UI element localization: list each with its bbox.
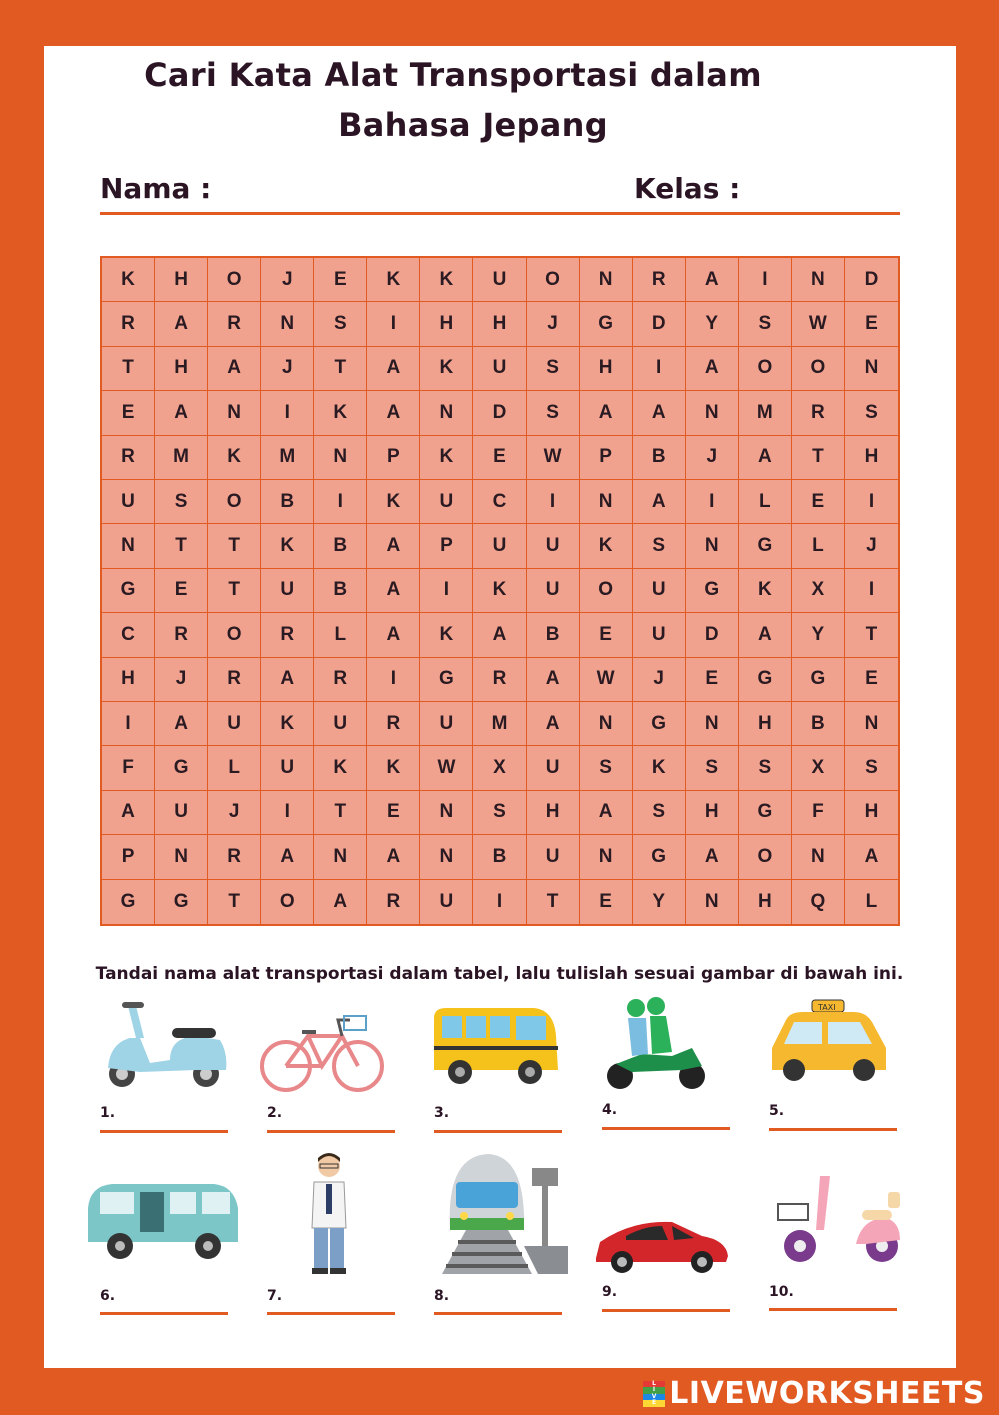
- name-label: Nama :: [100, 172, 212, 205]
- grid-cell[interactable]: A: [208, 347, 261, 391]
- answer-line-3[interactable]: [434, 1130, 562, 1133]
- grid-cell[interactable]: H: [739, 702, 792, 746]
- grid-cell[interactable]: J: [261, 347, 314, 391]
- grid-cell[interactable]: R: [102, 436, 155, 480]
- grid-cell[interactable]: H: [580, 347, 633, 391]
- grid-cell[interactable]: A: [367, 835, 420, 879]
- grid-cell[interactable]: A: [739, 436, 792, 480]
- grid-cell[interactable]: P: [367, 436, 420, 480]
- grid-cell[interactable]: J: [261, 258, 314, 302]
- grid-cell[interactable]: N: [102, 524, 155, 568]
- grid-cell[interactable]: A: [580, 791, 633, 835]
- grid-cell[interactable]: H: [420, 302, 473, 346]
- grid-cell[interactable]: G: [155, 880, 208, 924]
- grid-cell[interactable]: J: [208, 791, 261, 835]
- grid-cell[interactable]: O: [580, 569, 633, 613]
- grid-cell[interactable]: T: [102, 347, 155, 391]
- grid-cell[interactable]: K: [367, 258, 420, 302]
- grid-cell[interactable]: D: [633, 302, 686, 346]
- grid-cell[interactable]: S: [686, 746, 739, 790]
- grid-cell[interactable]: E: [845, 302, 898, 346]
- grid-cell[interactable]: R: [208, 835, 261, 879]
- grid-cell[interactable]: U: [420, 880, 473, 924]
- grid-cell[interactable]: O: [261, 880, 314, 924]
- grid-cell[interactable]: U: [473, 524, 526, 568]
- grid-cell[interactable]: N: [208, 391, 261, 435]
- brand-text: LIVEWORKSHEETS: [669, 1376, 985, 1411]
- grid-cell[interactable]: U: [473, 258, 526, 302]
- grid-cell[interactable]: N: [792, 835, 845, 879]
- pink-scooter-icon: [776, 1168, 904, 1266]
- grid-cell[interactable]: M: [261, 436, 314, 480]
- grid-cell[interactable]: N: [314, 835, 367, 879]
- item-number-3: 3.: [434, 1105, 450, 1121]
- grid-cell[interactable]: U: [633, 613, 686, 657]
- grid-cell[interactable]: L: [792, 524, 845, 568]
- grid-cell[interactable]: U: [314, 702, 367, 746]
- grid-cell[interactable]: D: [845, 258, 898, 302]
- grid-cell[interactable]: G: [633, 835, 686, 879]
- grid-cell[interactable]: S: [739, 302, 792, 346]
- grid-cell[interactable]: U: [527, 835, 580, 879]
- grid-cell[interactable]: M: [155, 436, 208, 480]
- grid-cell[interactable]: U: [420, 480, 473, 524]
- grid-cell[interactable]: E: [580, 613, 633, 657]
- answer-line-9[interactable]: [602, 1309, 730, 1312]
- car-icon: [592, 1214, 732, 1276]
- grid-cell[interactable]: P: [580, 436, 633, 480]
- grid-cell[interactable]: K: [102, 258, 155, 302]
- grid-cell[interactable]: I: [845, 569, 898, 613]
- grid-cell[interactable]: Y: [633, 880, 686, 924]
- item-number-8: 8.: [434, 1288, 450, 1304]
- grid-cell[interactable]: B: [527, 613, 580, 657]
- grid-cell[interactable]: K: [633, 746, 686, 790]
- grid-cell[interactable]: K: [580, 524, 633, 568]
- grid-cell[interactable]: I: [527, 480, 580, 524]
- grid-cell[interactable]: E: [314, 258, 367, 302]
- grid-cell[interactable]: N: [580, 480, 633, 524]
- grid-cell[interactable]: S: [527, 347, 580, 391]
- grid-cell[interactable]: H: [155, 258, 208, 302]
- grid-cell[interactable]: O: [208, 613, 261, 657]
- grid-cell[interactable]: B: [261, 480, 314, 524]
- grid-cell[interactable]: A: [739, 613, 792, 657]
- grid-cell[interactable]: N: [261, 302, 314, 346]
- grid-cell[interactable]: J: [155, 658, 208, 702]
- grid-cell[interactable]: I: [102, 702, 155, 746]
- grid-cell[interactable]: U: [527, 569, 580, 613]
- grid-cell[interactable]: T: [208, 569, 261, 613]
- grid-cell[interactable]: R: [473, 658, 526, 702]
- grid-cell[interactable]: O: [792, 347, 845, 391]
- grid-cell[interactable]: H: [473, 302, 526, 346]
- grid-cell[interactable]: N: [686, 391, 739, 435]
- grid-cell[interactable]: A: [633, 391, 686, 435]
- grid-cell[interactable]: L: [865, 890, 878, 912]
- grid-cell[interactable]: A: [367, 391, 420, 435]
- grid-cell[interactable]: J: [633, 658, 686, 702]
- svg-text:TAXI: TAXI: [818, 1003, 836, 1012]
- item-number-7: 7.: [267, 1288, 283, 1304]
- grid-cell[interactable]: A: [314, 880, 367, 924]
- grid-cell[interactable]: U: [261, 746, 314, 790]
- grid-cell[interactable]: I: [261, 791, 314, 835]
- grid-cell[interactable]: N: [314, 436, 367, 480]
- grid-cell[interactable]: K: [314, 746, 367, 790]
- grid-cell[interactable]: W: [792, 302, 845, 346]
- badge-letter: V: [643, 1394, 665, 1401]
- grid-cell[interactable]: U: [420, 702, 473, 746]
- grid-cell[interactable]: I: [739, 258, 792, 302]
- item-number-6: 6.: [100, 1288, 116, 1304]
- grid-cell[interactable]: A: [580, 391, 633, 435]
- grid-cell[interactable]: W: [420, 746, 473, 790]
- grid-cell[interactable]: O: [208, 480, 261, 524]
- grid-cell[interactable]: I: [420, 569, 473, 613]
- minivan-icon: [84, 1178, 242, 1264]
- grid-cell[interactable]: G: [155, 746, 208, 790]
- grid-cell[interactable]: R: [792, 391, 845, 435]
- grid-cell[interactable]: A: [527, 702, 580, 746]
- grid-cell[interactable]: L: [208, 746, 261, 790]
- grid-cell[interactable]: N: [580, 258, 633, 302]
- grid-cell[interactable]: I: [845, 480, 898, 524]
- motorcycle-taxi-icon: [602, 996, 712, 1092]
- grid-cell[interactable]: S: [633, 524, 686, 568]
- grid-cell[interactable]: B: [792, 702, 845, 746]
- grid-cell[interactable]: X: [792, 569, 845, 613]
- grid-cell[interactable]: T: [527, 880, 580, 924]
- grid-cell[interactable]: H: [102, 658, 155, 702]
- item-number-10: 10.: [769, 1284, 794, 1300]
- grid-cell[interactable]: R: [208, 302, 261, 346]
- grid-cell[interactable]: E: [845, 658, 898, 702]
- bicycle-icon: [258, 1010, 386, 1094]
- answer-line-6[interactable]: [100, 1312, 228, 1315]
- liveworksheets-logo: [643, 1376, 985, 1411]
- grid-cell[interactable]: R: [367, 880, 420, 924]
- brand-badge-icon: [643, 1381, 665, 1407]
- train-icon: [428, 1146, 568, 1274]
- grid-cell[interactable]: T: [314, 347, 367, 391]
- grid-cell[interactable]: A: [102, 791, 155, 835]
- grid-cell[interactable]: A: [367, 613, 420, 657]
- grid-cell[interactable]: K: [367, 746, 420, 790]
- grid-cell[interactable]: A: [367, 524, 420, 568]
- walking-person-icon: [300, 1152, 358, 1276]
- grid-cell[interactable]: T: [845, 613, 898, 657]
- grid-cell[interactable]: K: [367, 480, 420, 524]
- item-number-5: 5.: [769, 1103, 785, 1119]
- grid-cell[interactable]: W: [580, 658, 633, 702]
- grid-cell[interactable]: A: [261, 835, 314, 879]
- grid-cell[interactable]: H: [845, 436, 898, 480]
- grid-cell[interactable]: K: [420, 436, 473, 480]
- grid-cell[interactable]: A: [686, 258, 739, 302]
- grid-cell[interactable]: P: [102, 835, 155, 879]
- grid-cell[interactable]: U: [102, 480, 155, 524]
- grid-cell[interactable]: W: [527, 436, 580, 480]
- grid-cell[interactable]: H: [155, 347, 208, 391]
- grid-cell[interactable]: K: [739, 569, 792, 613]
- grid-cell[interactable]: U: [633, 569, 686, 613]
- grid-cell[interactable]: S: [155, 480, 208, 524]
- grid-cell[interactable]: E: [792, 480, 845, 524]
- grid-cell[interactable]: U: [527, 524, 580, 568]
- grid-cell[interactable]: S: [527, 391, 580, 435]
- grid-cell[interactable]: G: [739, 524, 792, 568]
- grid-cell[interactable]: U: [261, 569, 314, 613]
- grid-cell[interactable]: M: [739, 391, 792, 435]
- word-search-grid[interactable]: [100, 256, 900, 926]
- grid-cell[interactable]: I: [367, 302, 420, 346]
- grid-cell[interactable]: J: [527, 302, 580, 346]
- grid-cell[interactable]: U: [473, 347, 526, 391]
- grid-cell[interactable]: T: [314, 791, 367, 835]
- grid-cell[interactable]: N: [420, 391, 473, 435]
- grid-cell[interactable]: T: [208, 880, 261, 924]
- grid-cell[interactable]: F: [102, 746, 155, 790]
- grid-cell[interactable]: X: [792, 746, 845, 790]
- grid-cell[interactable]: R: [208, 658, 261, 702]
- grid-cell[interactable]: A: [633, 480, 686, 524]
- answer-line-5[interactable]: [769, 1128, 897, 1131]
- grid-cell[interactable]: A: [155, 302, 208, 346]
- grid-cell[interactable]: A: [845, 835, 898, 879]
- grid-cell[interactable]: I: [473, 880, 526, 924]
- grid-cell[interactable]: N: [580, 835, 633, 879]
- grid-cell[interactable]: G: [633, 702, 686, 746]
- scooter-icon: [100, 998, 232, 1090]
- grid-cell[interactable]: K: [420, 258, 473, 302]
- grid-cell[interactable]: A: [367, 347, 420, 391]
- grid-cell[interactable]: N: [686, 880, 739, 924]
- grid-cell[interactable]: S: [633, 791, 686, 835]
- grid-cell[interactable]: G: [580, 302, 633, 346]
- grid-cell[interactable]: I: [633, 347, 686, 391]
- grid-cell[interactable]: S: [314, 302, 367, 346]
- item-number-2: 2.: [267, 1105, 283, 1121]
- grid-cell[interactable]: R: [102, 302, 155, 346]
- grid-cell[interactable]: O: [739, 835, 792, 879]
- grid-cell[interactable]: E: [473, 436, 526, 480]
- grid-cell[interactable]: R: [314, 658, 367, 702]
- grid-cell[interactable]: G: [102, 569, 155, 613]
- grid-cell[interactable]: Q: [792, 880, 845, 924]
- class-label: Kelas :: [634, 172, 741, 205]
- grid-cell[interactable]: K: [261, 702, 314, 746]
- grid-cell[interactable]: H: [686, 791, 739, 835]
- grid-cell[interactable]: E: [580, 880, 633, 924]
- grid-cell[interactable]: A: [155, 702, 208, 746]
- grid-cell[interactable]: N: [686, 524, 739, 568]
- grid-cell[interactable]: G: [102, 880, 155, 924]
- grid-cell[interactable]: A: [155, 391, 208, 435]
- grid-cell[interactable]: E: [686, 658, 739, 702]
- grid-cell[interactable]: S: [580, 746, 633, 790]
- grid-cell[interactable]: G: [792, 658, 845, 702]
- grid-cell[interactable]: N: [845, 702, 898, 746]
- grid-cell[interactable]: F: [792, 791, 845, 835]
- grid-cell[interactable]: H: [527, 791, 580, 835]
- grid-cell[interactable]: I: [261, 391, 314, 435]
- grid-cell[interactable]: U: [155, 791, 208, 835]
- grid-cell[interactable]: U: [527, 746, 580, 790]
- grid-cell[interactable]: R: [633, 258, 686, 302]
- grid-cell[interactable]: S: [739, 746, 792, 790]
- grid-cell[interactable]: P: [420, 524, 473, 568]
- answer-line-4[interactable]: [602, 1127, 730, 1130]
- grid-cell[interactable]: E: [367, 791, 420, 835]
- grid-cell[interactable]: R: [155, 613, 208, 657]
- badge-letter: E: [643, 1400, 665, 1407]
- grid-cell[interactable]: B: [473, 835, 526, 879]
- item-number-4: 4.: [602, 1102, 618, 1118]
- grid-cell[interactable]: C: [473, 480, 526, 524]
- grid-cell[interactable]: S: [845, 391, 898, 435]
- grid-cell[interactable]: T: [155, 524, 208, 568]
- badge-letter: I: [643, 1387, 665, 1394]
- answer-line-10[interactable]: [769, 1308, 897, 1311]
- grid-cell[interactable]: S: [845, 746, 898, 790]
- grid-cell[interactable]: S: [473, 791, 526, 835]
- grid-cell[interactable]: A: [473, 613, 526, 657]
- grid-cell[interactable]: C: [102, 613, 155, 657]
- grid-cell[interactable]: K: [420, 613, 473, 657]
- item-number-9: 9.: [602, 1284, 618, 1300]
- grid-cell[interactable]: K: [314, 391, 367, 435]
- grid-cell[interactable]: M: [473, 702, 526, 746]
- grid-cell[interactable]: L: [739, 480, 792, 524]
- grid-cell[interactable]: K: [208, 436, 261, 480]
- answer-line-1[interactable]: [100, 1130, 228, 1133]
- grid-cell[interactable]: J: [686, 436, 739, 480]
- grid-cell[interactable]: N: [686, 702, 739, 746]
- answer-line-7[interactable]: [267, 1312, 395, 1315]
- grid-cell[interactable]: A: [261, 658, 314, 702]
- grid-cell[interactable]: B: [314, 524, 367, 568]
- grid-cell[interactable]: N: [420, 835, 473, 879]
- grid-cell[interactable]: N: [155, 835, 208, 879]
- grid-cell[interactable]: A: [686, 347, 739, 391]
- grid-cell[interactable]: X: [473, 746, 526, 790]
- grid-cell[interactable]: N: [792, 258, 845, 302]
- grid-cell[interactable]: T: [208, 524, 261, 568]
- grid-cell[interactable]: H: [739, 880, 792, 924]
- answer-line-8[interactable]: [434, 1312, 562, 1315]
- grid-cell[interactable]: K: [420, 347, 473, 391]
- grid-cell[interactable]: G: [686, 569, 739, 613]
- grid-cell[interactable]: Y: [686, 302, 739, 346]
- name-class-underline[interactable]: [100, 212, 900, 215]
- grid-cell[interactable]: I: [367, 658, 420, 702]
- grid-cell[interactable]: R: [261, 613, 314, 657]
- grid-cell[interactable]: G: [739, 658, 792, 702]
- grid-cell[interactable]: Y: [792, 613, 845, 657]
- instruction-text: Tandai nama alat transportasi dalam tabel, lalu tulislah sesuai gambar di bawah ini.: [95, 964, 904, 984]
- grid-cell[interactable]: N: [845, 347, 898, 391]
- title-line-1: Cari Kata Alat Transportasi dalam: [144, 56, 762, 94]
- grid-cell[interactable]: K: [261, 524, 314, 568]
- grid-cell[interactable]: I: [314, 480, 367, 524]
- grid-cell[interactable]: L: [314, 613, 367, 657]
- grid-cell[interactable]: O: [208, 258, 261, 302]
- grid-cell[interactable]: D: [473, 391, 526, 435]
- grid-cell[interactable]: N: [420, 791, 473, 835]
- grid-cell[interactable]: O: [527, 258, 580, 302]
- grid-cell[interactable]: D: [686, 613, 739, 657]
- grid-cell[interactable]: J: [845, 524, 898, 568]
- title-line-2: Bahasa Jepang: [338, 106, 608, 144]
- grid-cell[interactable]: H: [845, 791, 898, 835]
- grid-cell[interactable]: T: [792, 436, 845, 480]
- answer-line-2[interactable]: [267, 1130, 395, 1133]
- bus-icon: [430, 1006, 562, 1088]
- grid-cell[interactable]: U: [208, 702, 261, 746]
- grid-cell[interactable]: A: [686, 835, 739, 879]
- grid-cell[interactable]: B: [633, 436, 686, 480]
- grid-cell[interactable]: A: [527, 658, 580, 702]
- item-number-1: 1.: [100, 1105, 116, 1121]
- grid-cell[interactable]: N: [580, 702, 633, 746]
- grid-cell[interactable]: R: [367, 702, 420, 746]
- grid-cell[interactable]: A: [367, 569, 420, 613]
- grid-cell[interactable]: I: [686, 480, 739, 524]
- grid-cell[interactable]: E: [155, 569, 208, 613]
- grid-cell[interactable]: O: [739, 347, 792, 391]
- grid-cell[interactable]: E: [102, 391, 155, 435]
- badge-letter: L: [643, 1381, 665, 1388]
- grid-cell[interactable]: G: [420, 658, 473, 702]
- grid-cell[interactable]: B: [314, 569, 367, 613]
- grid-cell[interactable]: G: [739, 791, 792, 835]
- taxi-icon: [766, 998, 890, 1088]
- grid-cell[interactable]: K: [473, 569, 526, 613]
